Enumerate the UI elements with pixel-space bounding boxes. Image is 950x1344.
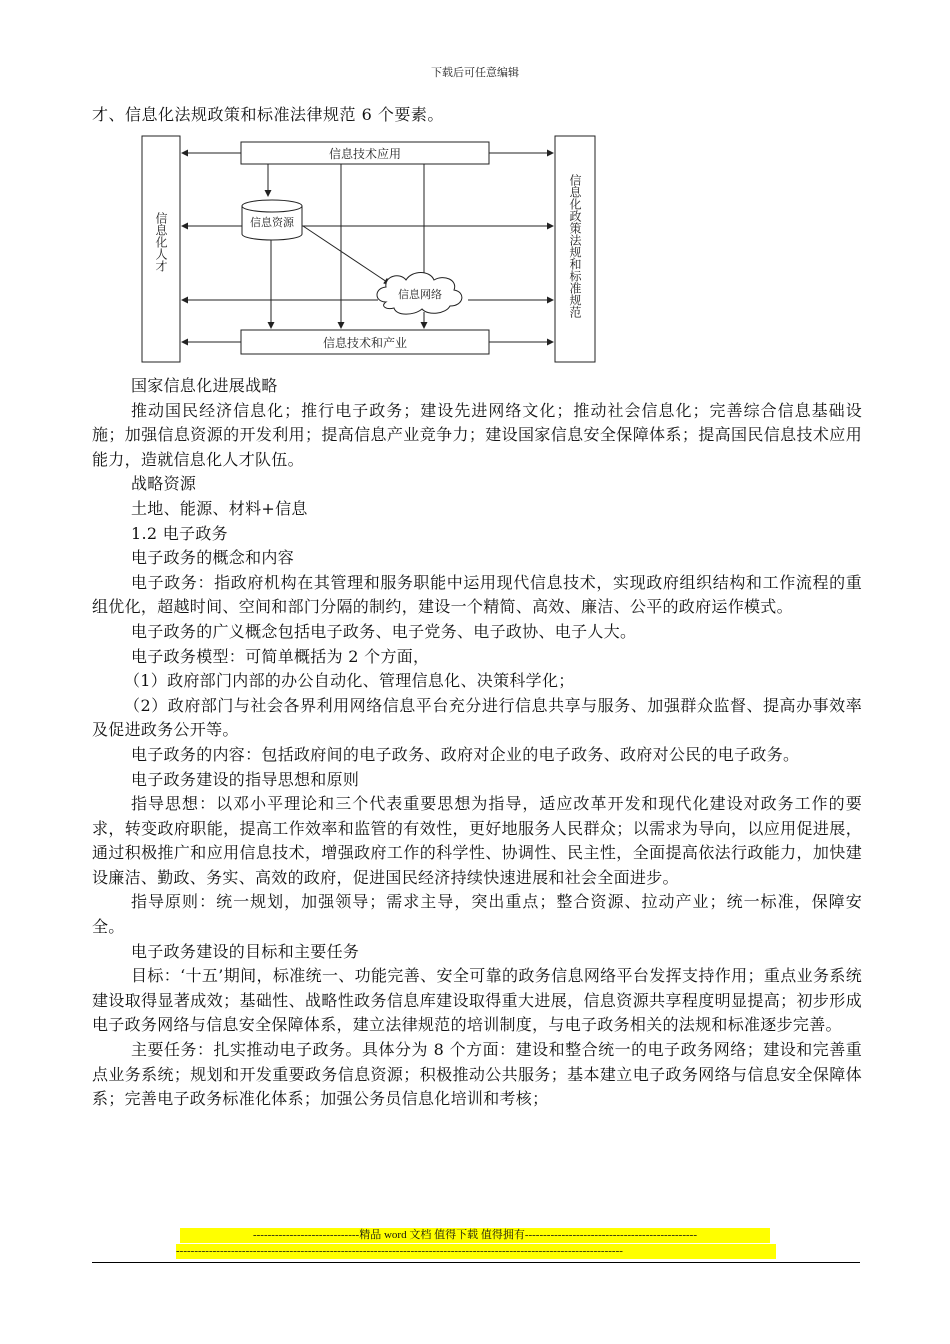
paragraph: （1）政府部门内部的办公自动化、管理信息化、决策科学化； (124, 671, 575, 691)
paragraph: 指导原则：统一规划，加强领导；需求主导，突出重点；整合资源、拉动产业；统一标准，保障安全。 (92, 892, 862, 937)
paragraph: 电子政务：指政府机构在其管理和服务职能中运用现代信息技术，实现政府组织结构和工作流程的重组优化，超越时间、空间和部门分隔的制约，建设一个精简、高效、廉洁、公平的政府运作模式。 (92, 572, 862, 617)
paragraph: 电子政务的广义概念包括电子政务、电子党务、电子政协、电子人大。 (131, 621, 637, 641)
resource-label: 信息资源 (250, 216, 294, 229)
paragraph: 电子政务建设的指导思想和原则 (131, 769, 360, 789)
paragraph: 国家信息化进展战略 (131, 376, 278, 395)
paragraph: （2）政府部门与社会各界利用网络信息平台充分进行信息共享与服务、加强群众监督、提高办事效率及促进政务公开等。 (92, 695, 862, 740)
paragraph: 电子政务的概念和内容 (131, 548, 295, 568)
paragraph: 目标：‘十五’期间，标准统一、功能完善、安全可靠的政务信息网络平台发挥支持作用；重点业务系统建设取得显著成效；基础性、战略性政务信息库建设取得重大进展，信息资源共享程度明显提高；初步形成电子政务网络与信息安全保障体系，建立法律规范的培训制度，与电子政务相关的法规和标准逐步完善。 (92, 966, 862, 1035)
paragraph: 主要任务：扎实推动电子政务。具体分为 8 个方面：建设和整合统一的电子政务网络；建设和完善重点业务系统；规划和开发重要政务信息资源；积极推动公共服务；基本建立电子政务网络与信息安全保障体系；完善电子政务标准化体系；加强公务员信息化培训和考核； (92, 1040, 862, 1109)
paragraph: 推动国民经济信息化；推行电子政务；建设先进网络文化；推动社会信息化；完善综合信息基础设施；加强信息资源的开发利用；提高信息产业竞争力；建设国家信息安全保障体系；提高国民信息技术应用能力，造就信息化人才队伍。 (92, 400, 862, 469)
top-box-label: 信息技术应用 (328, 147, 402, 161)
informatization-elements-diagram (138, 134, 598, 370)
intro-line: 才、信息化法规政策和标准法律规范 6 个要素。 (92, 105, 444, 124)
footer-rule (92, 1262, 860, 1263)
left-box-label: 信息化人才 (154, 212, 168, 272)
paragraph: 战略资源 (131, 474, 197, 494)
paragraph: 电子政务建设的目标和主要任务 (131, 941, 360, 961)
paragraph: 电子政务的内容：包括政府间的电子政务、政府对企业的电子政务、政府对公民的电子政务。 (131, 744, 800, 764)
paragraph: 1.2 电子政务 (131, 523, 228, 543)
paragraph: 土地、能源、材料+信息 (131, 498, 308, 518)
document-body (92, 374, 862, 1112)
bottom-box-label: 信息技术和产业 (322, 336, 408, 350)
network-label: 信息网络 (398, 288, 442, 301)
paragraph: 电子政务模型：可简单概括为 2 个方面， (131, 646, 430, 666)
footer-banner: -----------------------------精品 word 文档 值得下载 值得拥有----------------------------------------------- (180, 1228, 770, 1243)
right-box-label: 信息化政策法规和标准规范 (568, 174, 582, 318)
page-header: 下载后可任意编辑 (431, 66, 519, 79)
paragraph: 指导思想：以邓小平理论和三个代表重要思想为指导，适应改革开发和现代化建设对政务工作的要求，转变政府职能，提高工作效率和监管的有效性，更好地服务人民群众；以需求为导向，以应用促进展，通过积极推广和应用信息技术，增强政府工作的科学性、协调性、民主性，全面提高依法行政能力，加快建设廉洁、勤政、务实、高效的政府，促进国民经济持续快速进展和社会全面进步。 (92, 794, 862, 887)
footer-dashes: -------------------------------------------------------------------------------------------------------------------------- (176, 1244, 776, 1259)
